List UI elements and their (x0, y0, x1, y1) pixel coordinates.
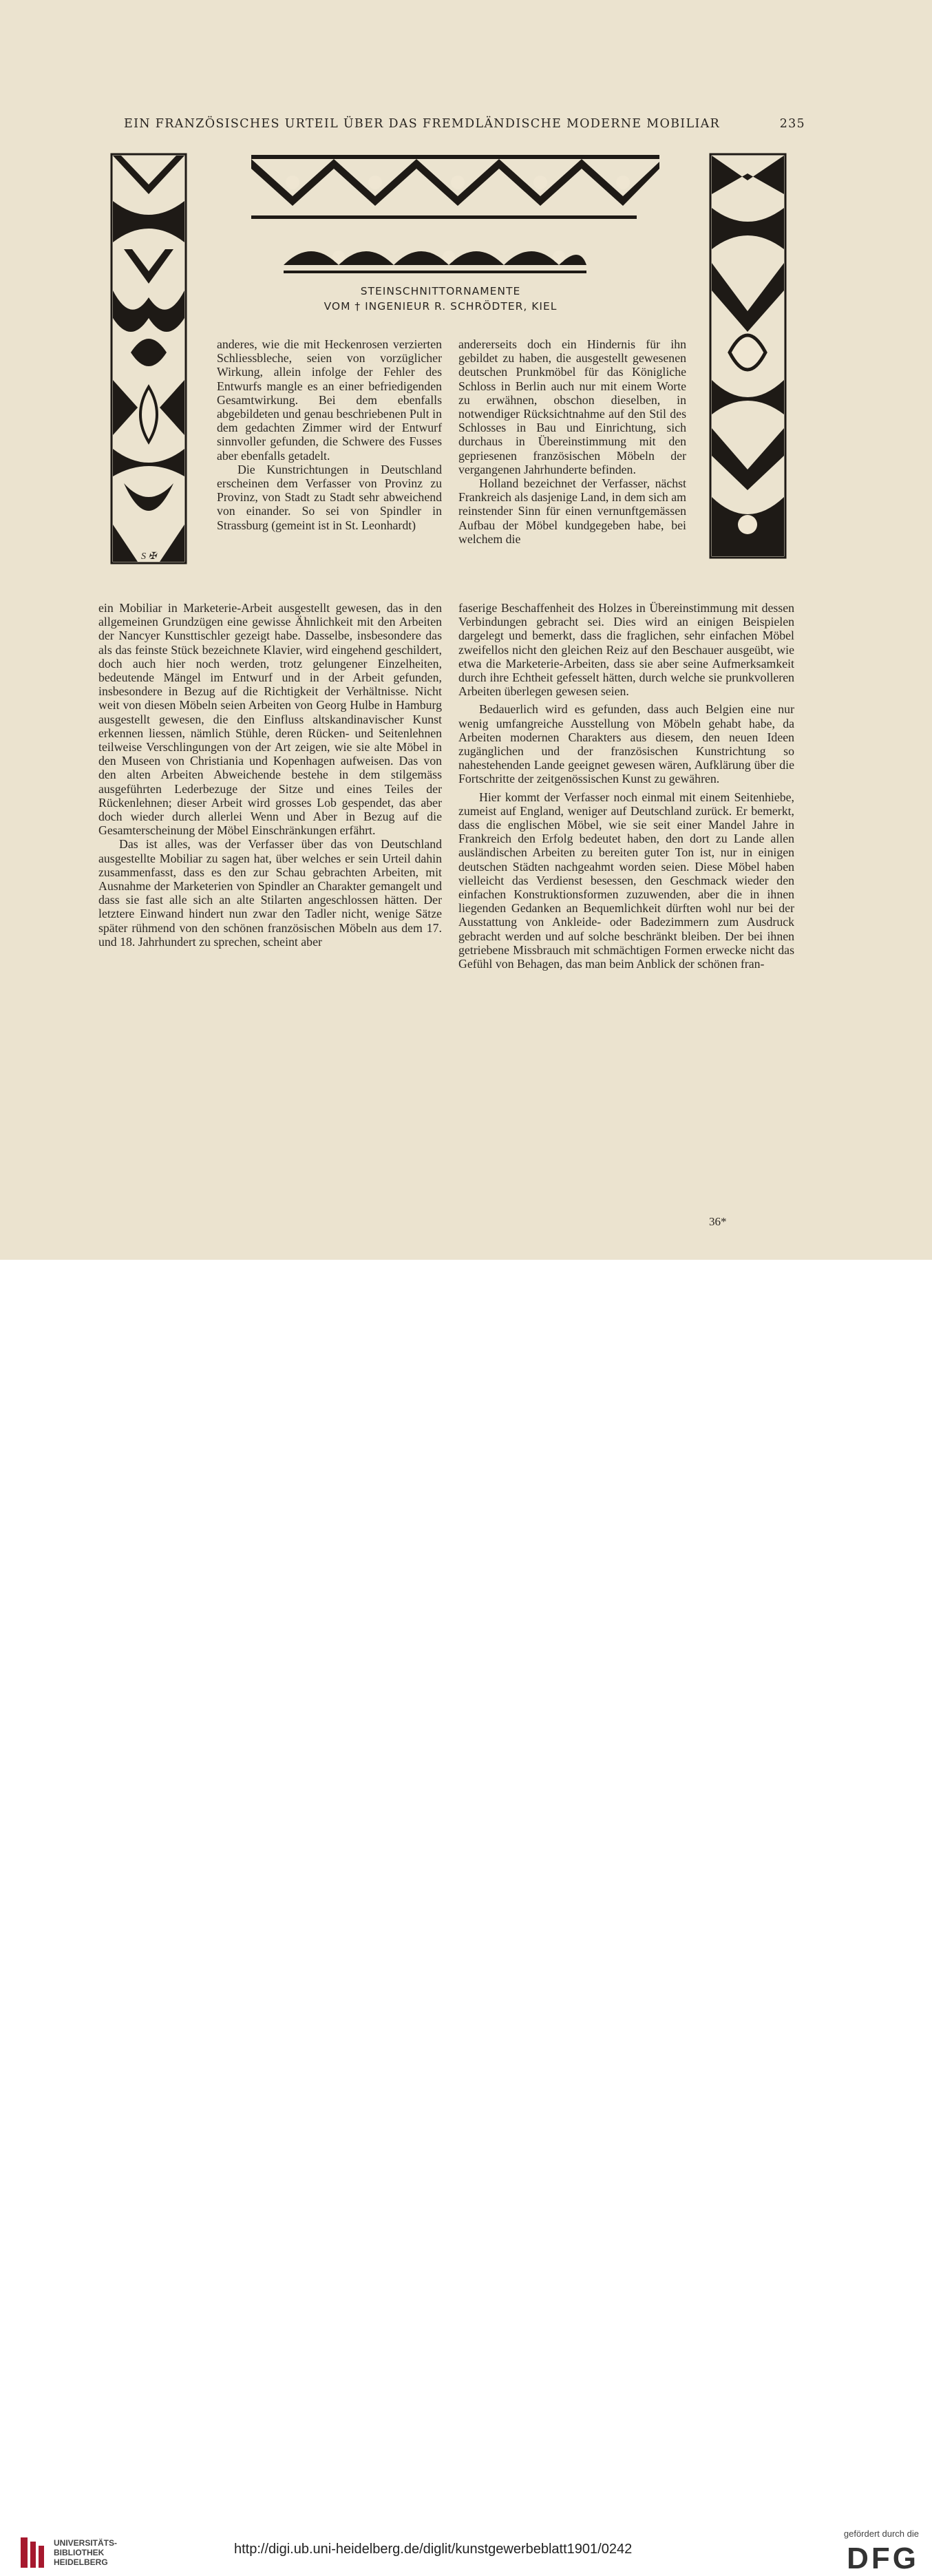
digitization-footer (0, 1260, 932, 2575)
funding-note: gefördert durch die (843, 2529, 919, 2539)
right-ornament-panel (709, 153, 787, 559)
right-column-lower (458, 601, 794, 971)
paragraph: anderes, wie die mit Heckenrosen verzierten Schliessbleche, seien von vorzüglicher Wirkung, allein infolge der Fehler des Entwurfs mangle es an einer befriedigenden Gesamtwirkung. Bei dem ebenfalls abgebildeten und genau beschriebenen Pult in dem gedachten Zimmer wird der Entwurf sinnvoller gefunden, die Schwere des Fusses aber ebenfalls getadelt. (217, 337, 442, 463)
paragraph: Die Kunstrichtungen in Deutschland erscheinen dem Verfasser von Provinz zu Provinz, von Stadt zu Stadt sehr abweichend von einander. So sei von Spindler in Strassburg (gemeint ist in St. Leonhardt) (217, 462, 442, 532)
dfg-logo[interactable]: DFG (847, 2542, 919, 2575)
caption-line-2: VOM † INGENIEUR R. SCHRÖDTER, KIEL (324, 300, 558, 313)
page-header-title: EIN FRANZÖSISCHES URTEIL ÜBER DAS FREMDLÄNDISCHE MODERNE MOBILIAR (124, 117, 721, 131)
page-number: 235 (779, 117, 805, 131)
left-column-upper (217, 337, 442, 532)
paragraph: andererseits doch ein Hindernis für ihn gebildet zu haben, die ausgestellt gewesenen deutschen Prunkmöbel für das Königliche Schloss in Berlin auch nur mit einem Worte zu erwähnen, obschon dieselben, in notwendiger Rücksichtnahme auf den Stil des Schlosses in Bau und Einrichtung, sich durchaus in Übereinstimmung mit den gepriesenen französischen Möbeln der vergangenen Jahrhunderte befinden. (458, 337, 686, 476)
left-ornament-panel (110, 153, 187, 564)
library-logo-icon (19, 2535, 47, 2570)
top-ornament-band (251, 155, 659, 224)
paragraph: Holland bezeichnet der Verfasser, nächst Frankreich als dasjenige Land, in dem sich am reinstender Sinn für einen vernunftgemässen Aufbau der Möbel kundgegeben habe, bei welchem die (458, 476, 686, 546)
permalink-url[interactable]: http://digi.ub.uni-heidelberg.de/diglit/kunstgewerbeblatt1901/0242 (234, 2542, 633, 2557)
running-header (124, 117, 805, 131)
signature-mark: 36* (709, 1215, 727, 1228)
middle-ornament-band (284, 237, 607, 275)
funder-block (816, 2529, 919, 2576)
paragraph: Das ist alles, was der Verfasser über das von Deutschland ausgestellte Mobiliar zu sagen hat, über welches er sein Urteil dahin zusammenfasst, dass es den zur Schau gebrachten Arbeiten, mit Ausnahme der Marketerien von Spindler an Charakter gemangelt und dass sie fast alle sich an alte Stilarten angeschlossen hätten. Der letztere Einwand hindert nun zwar den Tadler nicht, wenige Sätze später rühmend von den schönen französischen Möbeln aus dem 17. und 18. Jahrhundert zu sprechen, scheint aber (98, 837, 442, 949)
library-name-line-3: HEIDELBERG (54, 2557, 108, 2567)
paragraph: faserige Beschaffenheit des Holzes in Übereinstimmung mit dessen Verbindungen gebracht sei. Dies wird an einigen Beispielen dargelegt und bemerkt, dass die fraglichen, sehr einfachen Möbel zweifellos nicht den gleichen Reiz auf den Beschauer ausgeübt, wie etwa die Marketerie-Arbeiten, dass sie aber seine Aufmerksamkeit durch ihre Echtheit gefesselt hätten, durch welche sie prunkvolleren Arbeiten überlegen gewesen seien. (458, 601, 794, 699)
paragraph: Hier kommt der Verfasser noch einmal mit einem Seitenhiebe, zumeist auf England, weniger auf Deutschland zurück. Er bemerkt, dass die englischen Möbel, wie sie seit einer Mandel Jahre in Frankreich den Erfolg bedeutet haben, den dort zu Lande allen ausländischen Arbeiten zu bereiten guter Ton ist, nur in einigen deutschen Städten nachgeahmt worden seien. Diese Möbel haben vielleicht das Verdienst besessen, den Geschmack wieder den einfachen Konstruktionsformen zuzuwenden, aber die in ihnen liegenden Gedanken an Bequemlichkeit dürften wohl nur bei der Ausstattung von Ankleide- oder Badezimmern zum Ausdruck gebracht werden und auf solche beschränkt bleiben. Der bei ihnen getriebene Missbrauch mit schmächtigen Formen erwecke nicht das Gefühl von Behagen, das man beim Anblick der schönen fran- (458, 790, 794, 971)
figure-caption (248, 284, 633, 314)
scanned-page (0, 0, 932, 1260)
caption-line-1: STEINSCHNITTORNAMENTE (360, 285, 521, 297)
artist-monogram (141, 551, 156, 562)
monogram-sign: ✠ (148, 551, 157, 562)
library-name-line-2: BIBLIOTHEK (54, 2548, 105, 2557)
paragraph: Bedauerlich wird es gefunden, dass auch Belgien eine nur wenig umfangreiche Ausstellung von Möbeln gehabt habe, da Arbeiten modernen Charakters aus diesem, den neuen Ideen zugänglichen und der französischen Kunstrichtung so nahestehenden Lande geeignet gewesen wären, Aufklärung über die Fortschritte der zeitgenössischen Kunst zu gewähren. (458, 702, 794, 786)
library-name-line-1: UNIVERSITÄTS- (54, 2538, 118, 2548)
library-logo[interactable] (19, 2535, 117, 2570)
paragraph: ein Mobiliar in Marketerie-Arbeit ausgestellt gewesen, das in den allgemeinen Grundzügen eine gewisse Ähnlichkeit mit den Arbeiten der Nancyer Kunsttischler gezeigt habe. Dasselbe, insbesondere das als das feinste Stück bezeichnete Klavier, wird eingehend geschildert, doch auch hier noch werden, trotz gelungener Einzelheiten, bedeutende Mängel im Entwurf und in der Arbeit gefunden, insbesondere in Bezug auf die Richtigkeit der Verhältnisse. Nicht weit von diesen Möbeln seien Arbeiten von Georg Hulbe in Hamburg ausgestellt gewesen, die den Einfluss altskandinavischer Kunst erkennen liessen, nämlich Stühle, deren Rücken- und Seitenlehnen teilweise Verschlingungen von der Art zeigen, wie sie alte Möbel in den Museen von Christiania und Kopenhagen aufweisen. Das von den alten Arbeiten Abweichende bestehe in dem stilgemäss ausgeführten Lederbezuge der Sitze und eines Teiles der Rückenlehnen; dieser Arbeit wird grosses Lob gespendet, das aber doch wieder durch allerlei Wenn und Aber in Bezug auf die Gesamterscheinung der Möbel Einschränkungen erfährt. (98, 601, 442, 838)
monogram-letter: S (141, 551, 146, 562)
left-column-lower (98, 601, 442, 949)
right-column-upper (458, 337, 686, 546)
